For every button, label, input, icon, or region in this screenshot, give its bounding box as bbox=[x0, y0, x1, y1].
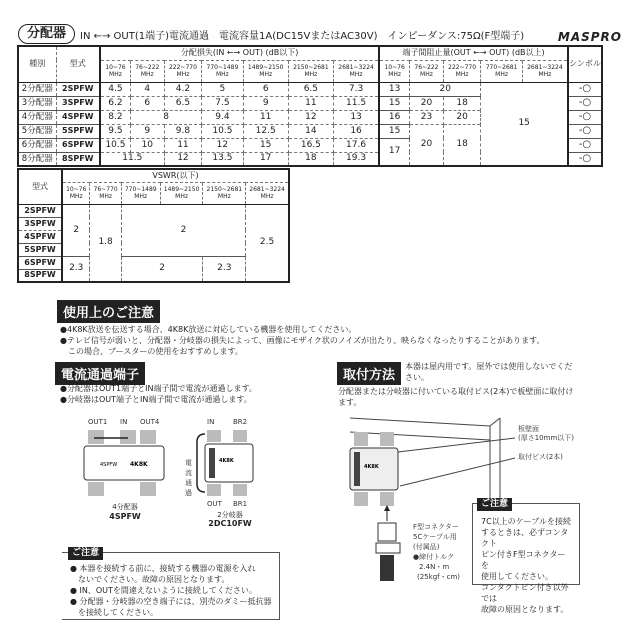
current-title: 電流通過端子 bbox=[55, 362, 145, 385]
loss-freq: 1489~2150 MHz bbox=[243, 60, 288, 82]
figure-4spfw: OUT1 IN OUT4 4SPFW 4K8K 4分配器 4SPFW bbox=[80, 418, 200, 528]
splitter-symbol-icon: -○ bbox=[568, 82, 602, 96]
table-row: 4分配器 4SPFW 8.2 8 9.4 11 12 13 16 23 20 -○ bbox=[18, 110, 602, 124]
table-row: 6分配器 6SPFW 10.5 10 11 12 15 16.5 17.6 17 -○ bbox=[18, 138, 602, 152]
iso-freq: 76~222 MHz bbox=[410, 60, 444, 82]
col-model: 型式 bbox=[56, 46, 100, 82]
mount-intro: 本器は屋内用です。屋外では使用しないでください。 bbox=[405, 362, 573, 382]
vswr-table: 型式 VSWR(以下) 10~76 MHz 76~770 MHz 770~1489 MHz 1489~2150 MHz 2150~2681 MHz 2681~3224 MHz 2SPFW 2 1.8 2 2.5 3SPFW 4SPFW 5SPFW 6SPFW 2.3 2 2.3 8SPFW bbox=[17, 168, 290, 283]
table-row: 5分配器 5SPFW 9.5 9 9.8 10.5 12.5 14 16 15 20 18 -○ bbox=[18, 124, 602, 138]
splitter-symbol-icon: -○ bbox=[568, 96, 602, 110]
col-symbol: シンボル bbox=[568, 46, 602, 82]
mount-text: 分配器または分岐器に付いている取付ビス(2本)で板壁面に取付けます。 bbox=[338, 387, 574, 407]
svg-text:4K8K: 4K8K bbox=[219, 458, 234, 464]
figure-2dc10fw: IN BR2 電流通過 4K8K OUT BR1 2分岐器 2DC10FW bbox=[185, 418, 285, 528]
svg-text:4K8K: 4K8K bbox=[130, 461, 148, 468]
splitter-symbol-icon: -○ bbox=[568, 152, 602, 166]
group-isolation: 端子間阻止量(OUT ←→ OUT) (dB以上) bbox=[379, 46, 568, 60]
group-loss: 分配損失(IN ←→ OUT) (dB以下) bbox=[100, 46, 379, 60]
loss-freq: 2681~3224 MHz bbox=[333, 60, 379, 82]
usage-title: 使用上のご注意 bbox=[57, 300, 160, 323]
iso-freq: 10~76 MHz bbox=[379, 60, 409, 82]
col-kind: 種別 bbox=[18, 46, 56, 82]
caution-box-right: ご注意 7C以上のケーブルを接続 するときは、必ずコンタクト ピン付きF型コネクターを 使用してください。 コンタクトピン付き以外では 故障の原因となります。 bbox=[472, 503, 580, 585]
usage-notes: ●4K8K放送を伝送する場合、4K8K放送に対応している機器を使用してください。 ●テレビ信号が弱いと、分配器・分岐器の損失によって、画像にモザイク状のノイズが出たり、映らなくなったりすることがあります。 この場合、ブースターの使用をおすすめします。 bbox=[60, 325, 545, 356]
loss-freq: 2150~2681 MHz bbox=[288, 60, 333, 82]
loss-freq: 10~76 MHz bbox=[100, 60, 130, 82]
table-row: 8分配器 8SPFW 11.5 12 13.5 17 18 19.3 -○ bbox=[18, 152, 602, 166]
f-connector-icon bbox=[370, 505, 410, 585]
group-vswr: VSWR(以下) bbox=[62, 169, 289, 182]
loss-freq: 770~1489 MHz bbox=[202, 60, 243, 82]
splitter-diagram-icon bbox=[80, 428, 200, 498]
splitter-symbol-icon: -○ bbox=[568, 138, 602, 152]
brancher-diagram-icon bbox=[193, 428, 273, 498]
section-title-splitter: 分配器 bbox=[18, 24, 75, 44]
spec-line: IN ←→ OUT(1端子)電流通過 電流容量1A(DC15VまたはAC30V) インピーダンス:75Ω(F型端子) bbox=[80, 31, 525, 42]
mount-title: 取付方法 bbox=[337, 362, 401, 385]
loss-freq: 76~222 MHz bbox=[130, 60, 164, 82]
splitter-symbol-icon: -○ bbox=[568, 124, 602, 138]
connector-labels: F型コネクター 5Cケーブル用 (付属品) ●締付トルク 2.4N・m (25kgf・cm) bbox=[413, 523, 460, 581]
iso-shared-high: 15 bbox=[481, 82, 568, 166]
col-model: 型式 bbox=[18, 169, 62, 204]
svg-text:4K8K: 4K8K bbox=[364, 464, 379, 470]
table-row: 3分配器 3SPFW 6.2 6 6.5 7.5 9 11 11.5 15 20 18 -○ bbox=[18, 96, 602, 110]
iso-freq: 222~770 MHz bbox=[443, 60, 481, 82]
splitter-spec-table bbox=[17, 45, 603, 167]
svg-text:4SPFW: 4SPFW bbox=[100, 462, 118, 468]
table-row: 2分配器 2SPFW 4.5 4 4.2 5 6 6.5 7.3 13 20 15 -○ bbox=[18, 82, 602, 96]
loss-freq: 222~770 MHz bbox=[164, 60, 202, 82]
iso-freq: 2681~3224 MHz bbox=[522, 60, 568, 82]
caution-box-left: ご注意 ● 本器を接続する前に、接続する機器の電源を入れ ないでください。故障の原因となります。 ● IN、OUTを間違えないように接続してください。 ● 分配器・分岐器の空き端子には、別売のダミー抵抗器 を接続してください。 bbox=[62, 552, 280, 620]
iso-freq: 770~2681 MHz bbox=[481, 60, 522, 82]
splitter-symbol-icon: -○ bbox=[568, 110, 602, 124]
current-notes: ●分配器はOUT1端子とIN端子間で電流が通過します。 ●分岐器はOUT端子とIN端子間で電流が通過します。 bbox=[60, 384, 257, 404]
brand-logo: MASPRO bbox=[557, 30, 622, 44]
